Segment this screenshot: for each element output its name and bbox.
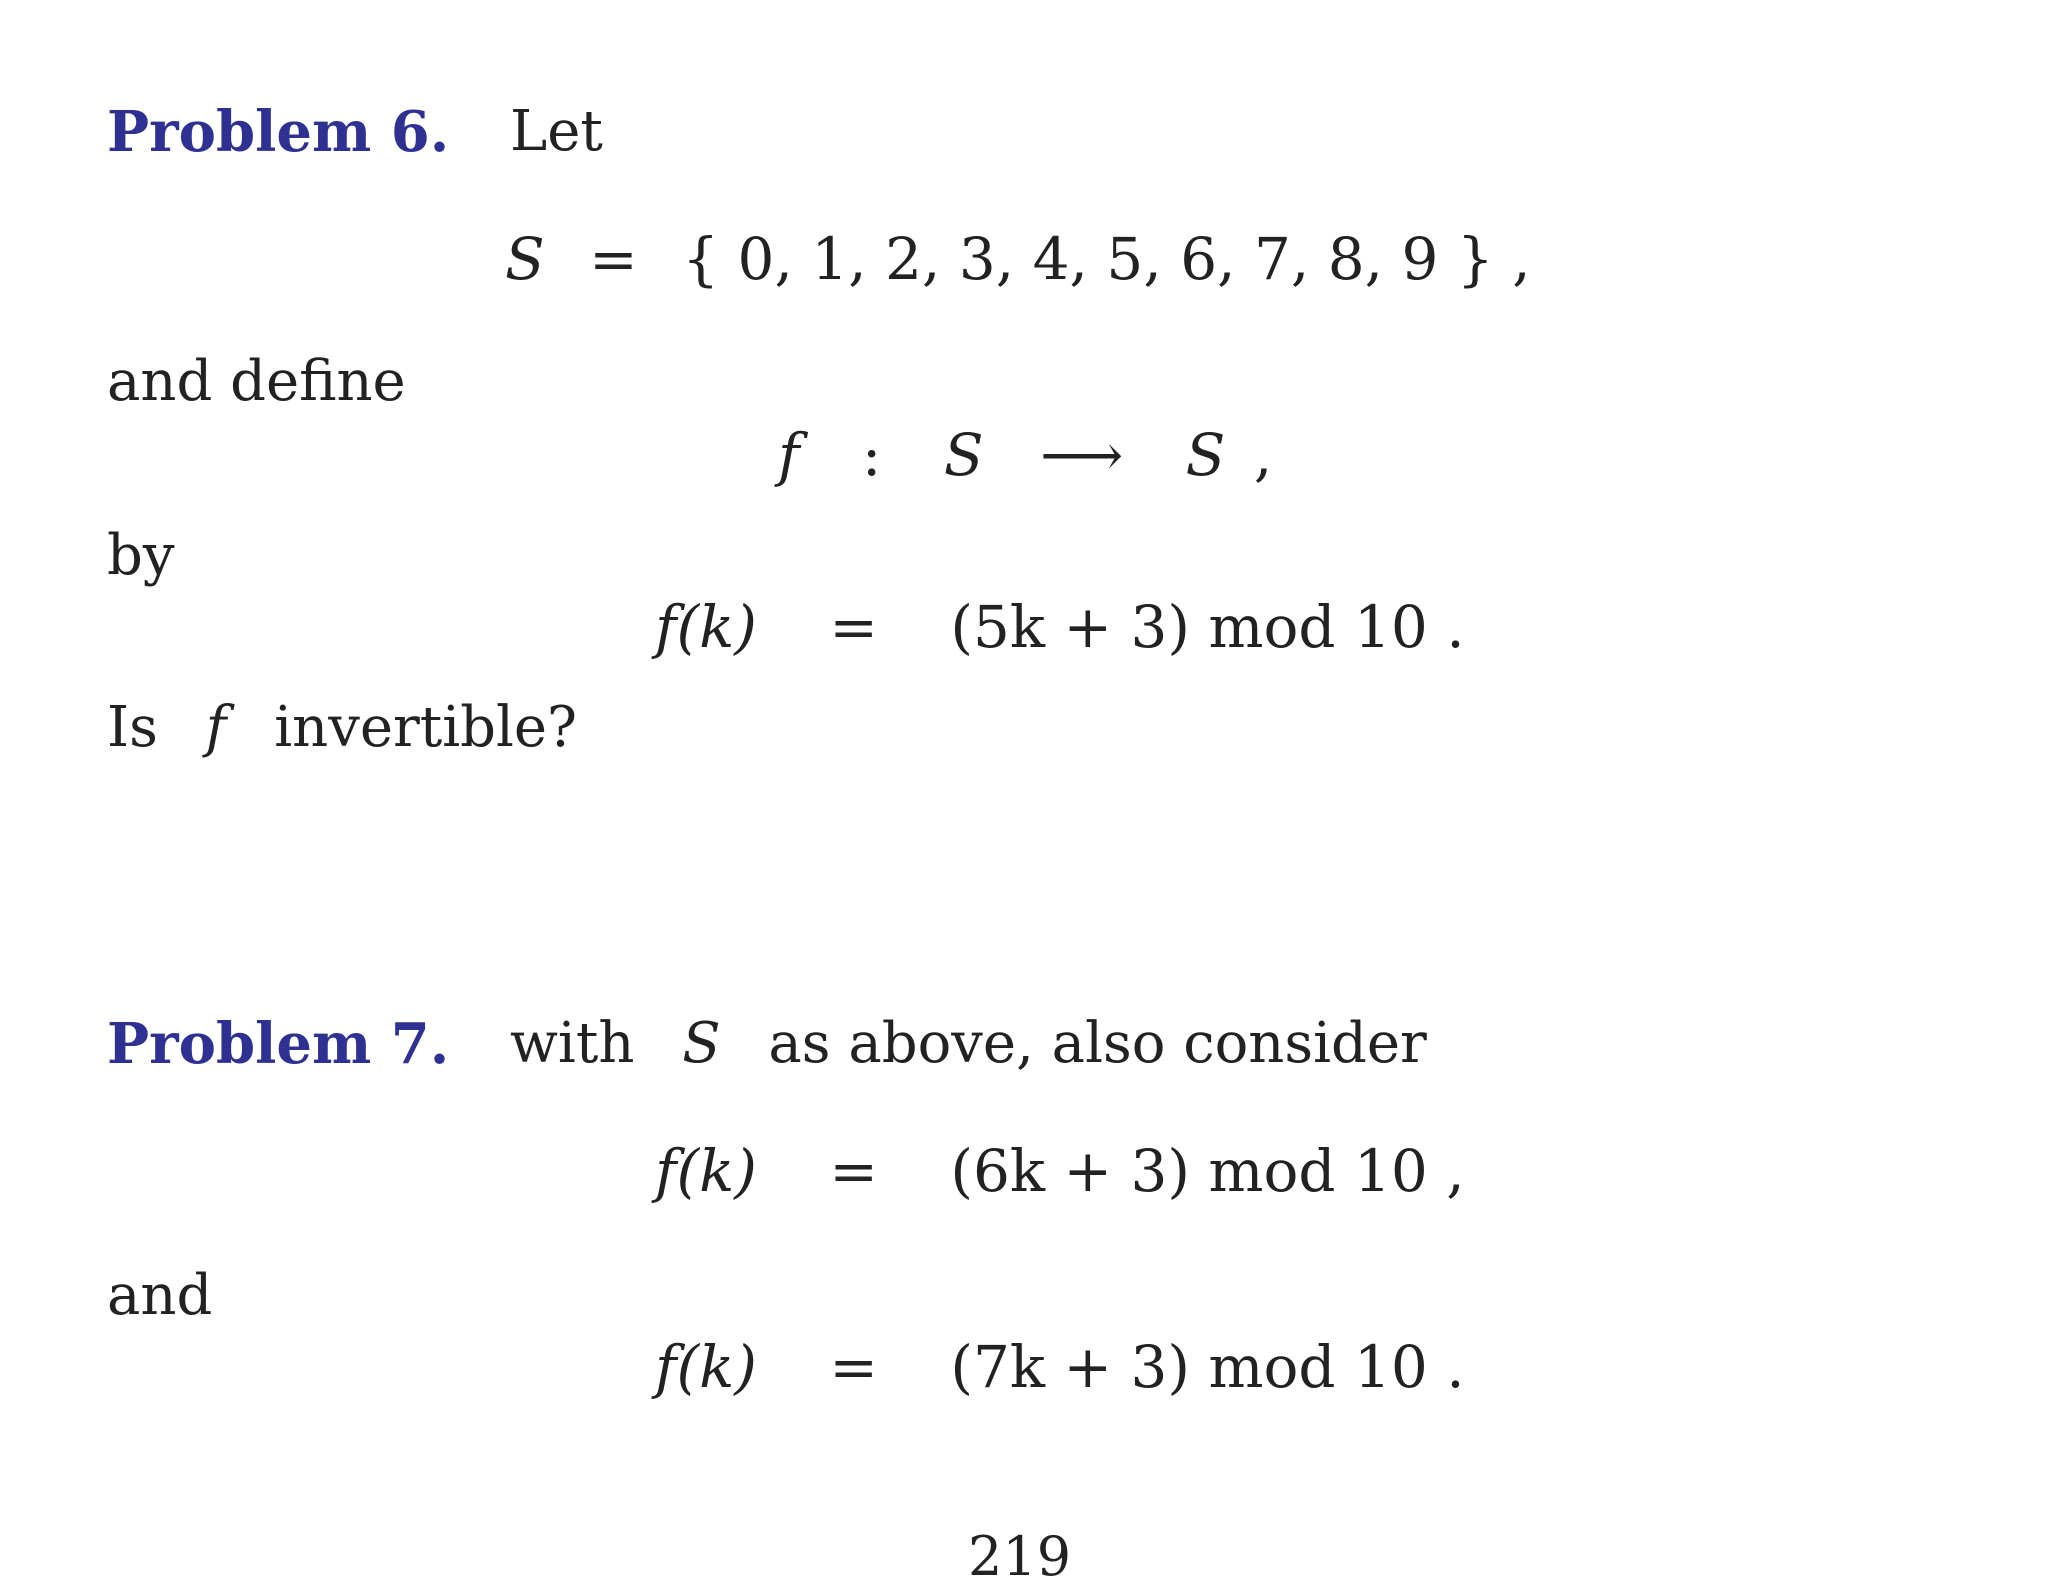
problem-6-intro: Let xyxy=(510,99,603,164)
set-rhs: { 0, 1, 2, 3, 4, 5, 6, 7, 8, 9 } , xyxy=(682,225,1531,293)
page-number: 219 xyxy=(968,1525,1072,1588)
formula2-equals: = xyxy=(829,1333,878,1401)
set-lhs: S xyxy=(505,225,545,293)
problem-7-intro xyxy=(510,1011,1427,1076)
question-line xyxy=(107,695,578,760)
question-pre: Is xyxy=(107,695,158,760)
formula-lhs: f(k) xyxy=(655,593,757,661)
map-colon: : xyxy=(861,421,882,489)
by-text: by xyxy=(107,523,175,588)
set-equals: = xyxy=(589,225,638,293)
question-post: invertible? xyxy=(274,695,578,760)
formula2-lhs: f(k) xyxy=(655,1333,757,1401)
intro-pre: with xyxy=(510,1011,635,1076)
and-define-text: and define xyxy=(107,349,406,414)
formula1-rhs: (6k + 3) mod 10 , xyxy=(950,1137,1465,1205)
formula-rhs: (5k + 3) mod 10 . xyxy=(950,593,1465,661)
map-codomain: S xyxy=(1185,421,1226,489)
problem-6-heading: Problem 6. xyxy=(107,99,450,165)
formula1-equals: = xyxy=(829,1137,878,1205)
map-f: f xyxy=(778,421,800,489)
formula-problem-7-second xyxy=(655,1333,1465,1401)
intro-S: S xyxy=(682,1011,721,1076)
map-domain: S xyxy=(943,421,984,489)
formula2-rhs: (7k + 3) mod 10 . xyxy=(950,1333,1465,1401)
formula-equals: = xyxy=(829,593,878,661)
formula-problem-7-first xyxy=(655,1137,1465,1205)
set-definition xyxy=(505,225,1531,293)
and-text: and xyxy=(107,1263,213,1328)
map-definition xyxy=(778,421,1273,489)
formula1-lhs: f(k) xyxy=(655,1137,757,1205)
map-tail: , xyxy=(1253,421,1273,489)
intro-post: as above, also consider xyxy=(768,1011,1427,1076)
problem-7-heading: Problem 7. xyxy=(107,1011,450,1077)
question-f: f xyxy=(205,695,227,760)
map-arrow: ⟶ xyxy=(1040,421,1124,489)
formula-problem-6 xyxy=(655,593,1465,661)
